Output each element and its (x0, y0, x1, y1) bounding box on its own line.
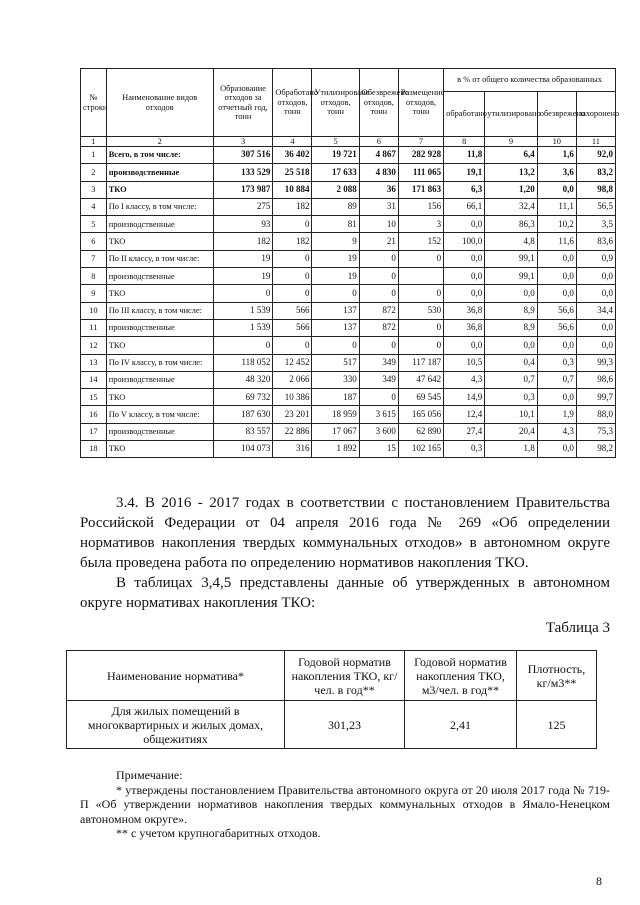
value-cell: 19 (213, 250, 273, 267)
value-cell: 36 (359, 181, 398, 198)
value-cell: 99,7 (576, 389, 615, 406)
value-cell: 187 630 (213, 406, 273, 423)
value-cell: 872 (359, 302, 398, 319)
value-cell: 75,3 (576, 423, 615, 440)
value-cell: 10,2 (537, 216, 576, 233)
value-cell: 0,0 (444, 250, 485, 267)
table-body (81, 147, 616, 458)
header-norm-name: Наименование норматива* (67, 651, 285, 701)
value-cell: 1,20 (485, 181, 537, 198)
note-1: * утверждены постановлением Правительства автономного округа от 20 июля 2017 года № 719-П «Об утверждении нормативов накопления твердых коммунальных отходов в Ямало-Ненецком автономном округе». (80, 782, 610, 826)
value-cell: 10,5 (444, 354, 485, 371)
value-cell: 56,6 (537, 319, 576, 336)
value-cell: 23 201 (273, 406, 312, 423)
value-cell: 0,0 (537, 250, 576, 267)
value-cell: 19 721 (312, 147, 359, 164)
value-cell: 0 (398, 250, 443, 267)
waste-type-cell: ТКО (106, 337, 213, 354)
value-cell: 4,3 (537, 423, 576, 440)
value-cell: 517 (312, 354, 359, 371)
value-cell: 118 052 (213, 354, 273, 371)
value-cell: 4 830 (359, 164, 398, 181)
value-cell: 0,0 (576, 319, 615, 336)
value-cell: 0,0 (444, 337, 485, 354)
value-cell: 69 732 (213, 389, 273, 406)
value-cell: 62 890 (398, 423, 443, 440)
row-number-cell: 16 (81, 406, 107, 423)
table-row (81, 389, 616, 406)
value-cell: 530 (398, 302, 443, 319)
value-cell: 0,0 (444, 285, 485, 302)
value-cell: 0,0 (576, 285, 615, 302)
value-cell: 0,0 (537, 181, 576, 198)
notes (80, 768, 610, 841)
value-cell: 10,1 (485, 406, 537, 423)
value-cell: 22 886 (273, 423, 312, 440)
value-cell: 1,8 (485, 441, 537, 458)
value-cell: 0 (359, 389, 398, 406)
value-cell: 133 529 (213, 164, 273, 181)
value-cell: 1 539 (213, 319, 273, 336)
value-cell: 0,0 (537, 441, 576, 458)
value-cell: 12 452 (273, 354, 312, 371)
column-number: 7 (398, 137, 443, 147)
value-cell: 0,3 (444, 441, 485, 458)
value-cell: 17 067 (312, 423, 359, 440)
value-cell: 27,4 (444, 423, 485, 440)
value-cell: 0 (359, 268, 398, 285)
annual-m3-cell: 2,41 (405, 701, 517, 749)
value-cell: 83 557 (213, 423, 273, 440)
value-cell: 93 (213, 216, 273, 233)
table-caption: Таблица 3 (545, 620, 610, 636)
value-cell: 9 (312, 233, 359, 250)
table-row (81, 354, 616, 371)
value-cell: 0 (398, 319, 443, 336)
waste-type-cell: По II классу, в том числе: (106, 250, 213, 267)
header-density: Плотность, кг/м3** (517, 651, 597, 701)
value-cell: 0 (273, 216, 312, 233)
header-percent-neutralized: обезврежено (537, 92, 576, 137)
value-cell: 0,7 (537, 371, 576, 388)
table-row (81, 198, 616, 215)
value-cell: 12,4 (444, 406, 485, 423)
norm-name-cell: Для жилых помещений в многоквартирных и жилых домах, общежитиях (67, 701, 285, 749)
header-placed: Размещение отходов, тонн (398, 69, 443, 137)
waste-statistics-table (80, 68, 620, 458)
value-cell: 69 545 (398, 389, 443, 406)
value-cell: 156 (398, 198, 443, 215)
table-row (81, 371, 616, 388)
value-cell: 307 516 (213, 147, 273, 164)
value-cell: 0,0 (485, 285, 537, 302)
waste-type-cell: производственные (106, 371, 213, 388)
header-percent-group: в % от общего количества образованных (444, 69, 616, 92)
waste-type-cell: производственные (106, 268, 213, 285)
value-cell: 83,6 (576, 233, 615, 250)
value-cell: 0 (359, 285, 398, 302)
value-cell: 0,3 (537, 354, 576, 371)
waste-type-cell: ТКО (106, 285, 213, 302)
waste-type-cell: По V классу, в том числе: (106, 406, 213, 423)
value-cell: 47 642 (398, 371, 443, 388)
value-cell: 0,0 (485, 337, 537, 354)
waste-type-cell: производственные (106, 216, 213, 233)
value-cell: 0,0 (444, 268, 485, 285)
header-generated: Образование отходов за отчетный год, тонн (213, 69, 273, 137)
value-cell: 99,1 (485, 268, 537, 285)
table-row (81, 441, 616, 458)
value-cell: 10 884 (273, 181, 312, 198)
table-row (81, 337, 616, 354)
value-cell: 0 (273, 250, 312, 267)
value-cell: 173 987 (213, 181, 273, 198)
value-cell: 8,9 (485, 319, 537, 336)
waste-type-cell: По I классу, в том числе: (106, 198, 213, 215)
value-cell: 98,6 (576, 371, 615, 388)
value-cell: 182 (273, 198, 312, 215)
value-cell: 0 (273, 337, 312, 354)
value-cell: 137 (312, 302, 359, 319)
value-cell: 36 402 (273, 147, 312, 164)
value-cell: 3 600 (359, 423, 398, 440)
waste-type-cell: ТКО (106, 389, 213, 406)
header-percent-buried: захоронено (576, 92, 615, 137)
value-cell: 0,0 (444, 216, 485, 233)
value-cell: 872 (359, 319, 398, 336)
row-number-cell: 13 (81, 354, 107, 371)
waste-type-cell: По III классу, в том числе: (106, 302, 213, 319)
row-number-cell: 3 (81, 181, 107, 198)
waste-type-cell: Всего, в том числе: (106, 147, 213, 164)
row-number-cell: 6 (81, 233, 107, 250)
column-number: 4 (273, 137, 312, 147)
header-row-number: № строки (81, 69, 107, 137)
row-number-cell: 9 (81, 285, 107, 302)
note-2: ** с учетом крупногабаритных отходов. (116, 826, 321, 840)
waste-type-cell: производственные (106, 423, 213, 440)
value-cell: 4 867 (359, 147, 398, 164)
row-number-cell: 7 (81, 250, 107, 267)
value-cell: 4,3 (444, 371, 485, 388)
row-number-cell: 17 (81, 423, 107, 440)
value-cell: 1,6 (537, 147, 576, 164)
waste-type-cell: По IV классу, в том числе: (106, 354, 213, 371)
value-cell: 36,8 (444, 302, 485, 319)
value-cell: 171 863 (398, 181, 443, 198)
table-row (81, 423, 616, 440)
value-cell: 25 518 (273, 164, 312, 181)
value-cell: 102 165 (398, 441, 443, 458)
value-cell: 566 (273, 319, 312, 336)
value-cell: 100,0 (444, 233, 485, 250)
row-number-cell: 15 (81, 389, 107, 406)
paragraph-tables-intro: В таблицах 3,4,5 представлены данные об утвержденных в автономном округе нормативах накопления ТКО: (80, 575, 610, 611)
value-cell: 14,9 (444, 389, 485, 406)
row-number-cell: 2 (81, 164, 107, 181)
density-cell: 125 (517, 701, 597, 749)
value-cell: 0,0 (576, 268, 615, 285)
value-cell: 182 (213, 233, 273, 250)
value-cell: 10 386 (273, 389, 312, 406)
annual-kg-cell: 301,23 (285, 701, 405, 749)
value-cell: 83,2 (576, 164, 615, 181)
header-utilized: Утилизировано отходов, тонн (312, 69, 359, 137)
value-cell: 31 (359, 198, 398, 215)
column-number: 11 (576, 137, 615, 147)
value-cell: 0,0 (537, 285, 576, 302)
table-row (81, 406, 616, 423)
section-text (80, 493, 610, 613)
value-cell: 1 539 (213, 302, 273, 319)
paragraph-3-4: 3.4. В 2016 - 2017 годах в соответствии с постановлением Правительства Российской Федерации от 04 апреля 2016 года № 269 «Об определении нормативов накопления твердых коммунальных отходов» в автономном округе была проведена работа по определению нормативов накопления ТКО. (80, 495, 610, 571)
waste-type-cell: ТКО (106, 181, 213, 198)
table-row (81, 250, 616, 267)
value-cell: 566 (273, 302, 312, 319)
value-cell: 0,9 (576, 250, 615, 267)
value-cell: 6,3 (444, 181, 485, 198)
value-cell: 275 (213, 198, 273, 215)
value-cell: 3,5 (576, 216, 615, 233)
notes-title: Примечание: (116, 768, 183, 782)
column-number: 6 (359, 137, 398, 147)
value-cell: 0 (273, 268, 312, 285)
value-cell: 3,6 (537, 164, 576, 181)
table-row (81, 181, 616, 198)
value-cell: 98,2 (576, 441, 615, 458)
table-row (81, 268, 616, 285)
value-cell: 18 959 (312, 406, 359, 423)
value-cell: 19 (213, 268, 273, 285)
value-cell: 0 (312, 285, 359, 302)
column-number: 8 (444, 137, 485, 147)
value-cell: 0 (359, 250, 398, 267)
value-cell: 0,4 (485, 354, 537, 371)
value-cell: 36,8 (444, 319, 485, 336)
value-cell: 0 (273, 285, 312, 302)
waste-type-cell: ТКО (106, 441, 213, 458)
row-number-cell: 11 (81, 319, 107, 336)
value-cell: 81 (312, 216, 359, 233)
page-number: 8 (596, 874, 602, 888)
waste-type-cell: ТКО (106, 233, 213, 250)
value-cell: 4,8 (485, 233, 537, 250)
value-cell: 349 (359, 371, 398, 388)
row-number-cell: 10 (81, 302, 107, 319)
value-cell: 0,3 (485, 389, 537, 406)
value-cell: 330 (312, 371, 359, 388)
value-cell: 0 (213, 285, 273, 302)
value-cell: 0 (213, 337, 273, 354)
value-cell: 21 (359, 233, 398, 250)
value-cell: 98,8 (576, 181, 615, 198)
value-cell: 111 065 (398, 164, 443, 181)
value-cell: 19 (312, 250, 359, 267)
value-cell: 104 073 (213, 441, 273, 458)
value-cell: 117 187 (398, 354, 443, 371)
row-number-cell: 8 (81, 268, 107, 285)
value-cell: 182 (273, 233, 312, 250)
value-cell: 2 066 (273, 371, 312, 388)
value-cell: 88,0 (576, 406, 615, 423)
value-cell: 0,0 (537, 268, 576, 285)
value-cell: 0,7 (485, 371, 537, 388)
header-neutralized: Обезврежено отходов, тонн (359, 69, 398, 137)
value-cell: 1 892 (312, 441, 359, 458)
value-cell: 11,1 (537, 198, 576, 215)
value-cell: 32,4 (485, 198, 537, 215)
header-annual-kg: Годовой норматив накопления ТКО, кг/чел. в год** (285, 651, 405, 701)
value-cell: 6,4 (485, 147, 537, 164)
table-row (81, 216, 616, 233)
table-row (81, 319, 616, 336)
value-cell: 187 (312, 389, 359, 406)
value-cell: 13,2 (485, 164, 537, 181)
value-cell: 99,1 (485, 250, 537, 267)
value-cell: 3 615 (359, 406, 398, 423)
value-cell: 0,0 (576, 337, 615, 354)
value-cell (398, 268, 443, 285)
value-cell: 11,6 (537, 233, 576, 250)
row-number-cell: 18 (81, 441, 107, 458)
table-row (81, 147, 616, 164)
column-number: 3 (213, 137, 273, 147)
value-cell: 165 056 (398, 406, 443, 423)
value-cell: 17 633 (312, 164, 359, 181)
row-number-cell: 14 (81, 371, 107, 388)
value-cell: 349 (359, 354, 398, 371)
row-number-cell: 12 (81, 337, 107, 354)
value-cell: 11,8 (444, 147, 485, 164)
value-cell: 0,0 (537, 389, 576, 406)
table-row (81, 302, 616, 319)
value-cell: 0 (398, 285, 443, 302)
value-cell: 86,3 (485, 216, 537, 233)
value-cell: 20,4 (485, 423, 537, 440)
value-cell: 48 320 (213, 371, 273, 388)
value-cell: 0,0 (537, 337, 576, 354)
table-row (81, 164, 616, 181)
header-percent-utilized: утилизировано (485, 92, 537, 137)
header-percent-processed: обработано (444, 92, 485, 137)
value-cell: 1,9 (537, 406, 576, 423)
value-cell: 282 928 (398, 147, 443, 164)
value-cell: 89 (312, 198, 359, 215)
value-cell: 56,5 (576, 198, 615, 215)
column-number: 9 (485, 137, 537, 147)
value-cell: 316 (273, 441, 312, 458)
table-row (81, 233, 616, 250)
value-cell: 92,0 (576, 147, 615, 164)
value-cell: 19,1 (444, 164, 485, 181)
row-number-cell: 5 (81, 216, 107, 233)
value-cell: 15 (359, 441, 398, 458)
value-cell: 3 (398, 216, 443, 233)
table-row (81, 285, 616, 302)
value-cell: 34,4 (576, 302, 615, 319)
value-cell: 66,1 (444, 198, 485, 215)
column-number: 1 (81, 137, 107, 147)
waste-type-cell: производственные (106, 164, 213, 181)
value-cell: 137 (312, 319, 359, 336)
accumulation-norms-table (66, 650, 597, 749)
header-processed: Обработано отходов, тонн (273, 69, 312, 137)
value-cell: 99,3 (576, 354, 615, 371)
waste-type-cell: производственные (106, 319, 213, 336)
column-number: 10 (537, 137, 576, 147)
column-number: 2 (106, 137, 213, 147)
value-cell: 10 (359, 216, 398, 233)
column-number-row (81, 137, 616, 147)
row-number-cell: 1 (81, 147, 107, 164)
row-number-cell: 4 (81, 198, 107, 215)
header-waste-type: Наименование видов отходов (106, 69, 213, 137)
value-cell: 0 (398, 337, 443, 354)
header-annual-m3: Годовой норматив накопления ТКО, м3/чел. в год** (405, 651, 517, 701)
column-number: 5 (312, 137, 359, 147)
value-cell: 8,9 (485, 302, 537, 319)
value-cell: 0 (359, 337, 398, 354)
value-cell: 152 (398, 233, 443, 250)
value-cell: 56,6 (537, 302, 576, 319)
value-cell: 0 (312, 337, 359, 354)
value-cell: 2 088 (312, 181, 359, 198)
value-cell: 19 (312, 268, 359, 285)
